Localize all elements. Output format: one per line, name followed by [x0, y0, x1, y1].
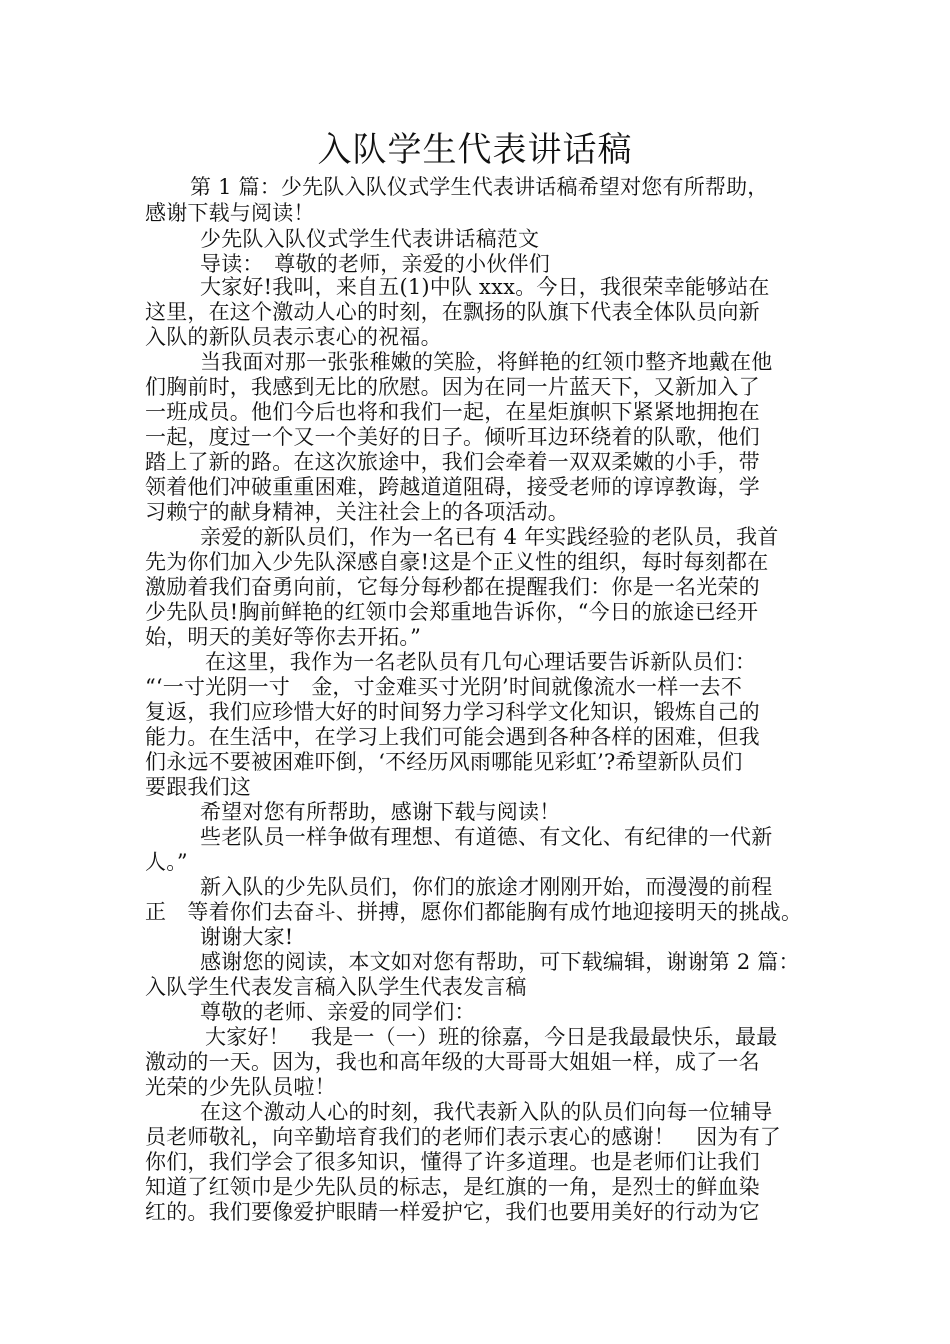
text-line: 一起，度过一个又一个美好的日子。倾听耳边环绕着的队歌，他们: [145, 425, 760, 449]
text-line: 们胸前时，我感到无比的欣慰。因为在同一片蓝天下，又新加入了: [145, 375, 760, 399]
text-line: 激励着我们奋勇向前，它每分每秒都在提醒我们：你是一名光荣的: [145, 575, 760, 599]
document-title: 入队学生代表讲话稿: [317, 130, 633, 170]
text-line: 感谢下载与阅读！: [145, 201, 315, 225]
text-line: 在这里，我作为一名老队员有几句心理话要告诉新队员们：: [205, 650, 757, 674]
text-line: 你们，我们学会了很多知识，懂得了许多道理。也是老师们让我们: [145, 1150, 760, 1174]
text-line: 激动的一天。因为，我也和高年级的大哥哥大姐姐一样，成了一名: [145, 1050, 760, 1074]
text-line: 亲爱的新队员们，作为一名已有 4 年实践经验的老队员，我首: [200, 525, 779, 549]
text-line: 复返，我们应珍惜大好的时间努力学习科学文化知识，锻炼自己的: [145, 700, 760, 724]
text-line: 希望对您有所帮助，感谢下载与阅读！: [200, 800, 561, 824]
text-line: 始，明天的美好等你去开拓。”: [145, 625, 422, 649]
text-line: 们永远不要被困难吓倒，‘不经历风雨哪能见彩虹’?希望新队员们: [145, 750, 743, 774]
text-line: 要跟我们这: [145, 775, 251, 799]
text-line: 正 等着你们去奋斗、拼搏，愿你们都能胸有成竹地迎接明天的挑战。: [145, 900, 803, 924]
text-line: 些老队员一样争做有理想、有道德、有文化、有纪律的一代新: [200, 825, 773, 849]
text-line: 少先队员!胸前鲜艳的红领巾会郑重地告诉你，“今日的旅途已经开: [145, 600, 759, 624]
text-line: 员老师敬礼，向辛勤培育我们的老师们表示衷心的感谢！ 因为有了: [145, 1125, 781, 1149]
text-line: 尊敬的老师、亲爱的同学们：: [200, 1000, 476, 1024]
text-line: 感谢您的阅读，本文如对您有帮助，可下载编辑，谢谢第 2 篇：: [200, 950, 800, 974]
text-line: 在这个激动人心的时刻，我代表新入队的队员们向每一位辅导: [200, 1100, 773, 1124]
text-line: 第 1 篇：少先队入队仪式学生代表讲话稿希望对您有所帮助，: [190, 175, 769, 199]
text-line: 入队学生代表发言稿入队学生代表发言稿: [145, 975, 527, 999]
text-line: 人。”: [145, 850, 188, 874]
text-line: 这里，在这个激动人心的时刻，在飘扬的队旗下代表全体队员向新: [145, 300, 760, 324]
text-line: 知道了红领巾是少先队员的标志，是红旗的一角，是烈士的鲜血染: [145, 1175, 760, 1199]
text-line: 能力。在生活中，在学习上我们可能会遇到各种各样的困难，但我: [145, 725, 760, 749]
text-line: 入队的新队员表示衷心的祝福。: [145, 325, 442, 349]
text-line: 大家好!我叫，来自五(1)中队 xxx。今日，我很荣幸能够站在: [200, 275, 770, 299]
text-line: 领着他们冲破重重困难，跨越道道阻碍，接受老师的谆谆教诲，学: [145, 475, 760, 499]
text-line: 光荣的少先队员啦！: [145, 1075, 336, 1099]
text-line: 习赖宁的献身精神，关注社会上的各项活动。: [145, 500, 569, 524]
text-line: 少先队入队仪式学生代表讲话稿范文: [200, 227, 540, 251]
text-line: “‘一寸光阴一寸 金，寸金难买寸光阴’时间就像流水一样一去不: [145, 675, 743, 699]
text-line: 导读： 尊敬的老师，亲爱的小伙伴们: [200, 252, 550, 276]
text-line: 一班成员。他们今后也将和我们一起，在星炬旗帜下紧紧地拥抱在: [145, 400, 760, 424]
text-line: 红的。我们要像爱护眼睛一样爱护它，我们也要用美好的行动为它: [145, 1200, 760, 1224]
text-line: 大家好！ 我是一（一）班的徐嘉，今日是我最最快乐，最最: [205, 1025, 778, 1049]
text-line: 踏上了新的路。在这次旅途中，我们会牵着一双双柔嫩的小手，带: [145, 450, 760, 474]
text-line: 先为你们加入少先队深感自豪!这是个正义性的组织，每时每刻都在: [145, 550, 769, 574]
text-line: 新入队的少先队员们，你们的旅途才刚刚开始，而漫漫的前程: [200, 875, 773, 899]
text-line: 当我面对那一张张稚嫩的笑脸，将鲜艳的红领巾整齐地戴在他: [200, 350, 773, 374]
text-line: 谢谢大家!: [200, 925, 294, 949]
